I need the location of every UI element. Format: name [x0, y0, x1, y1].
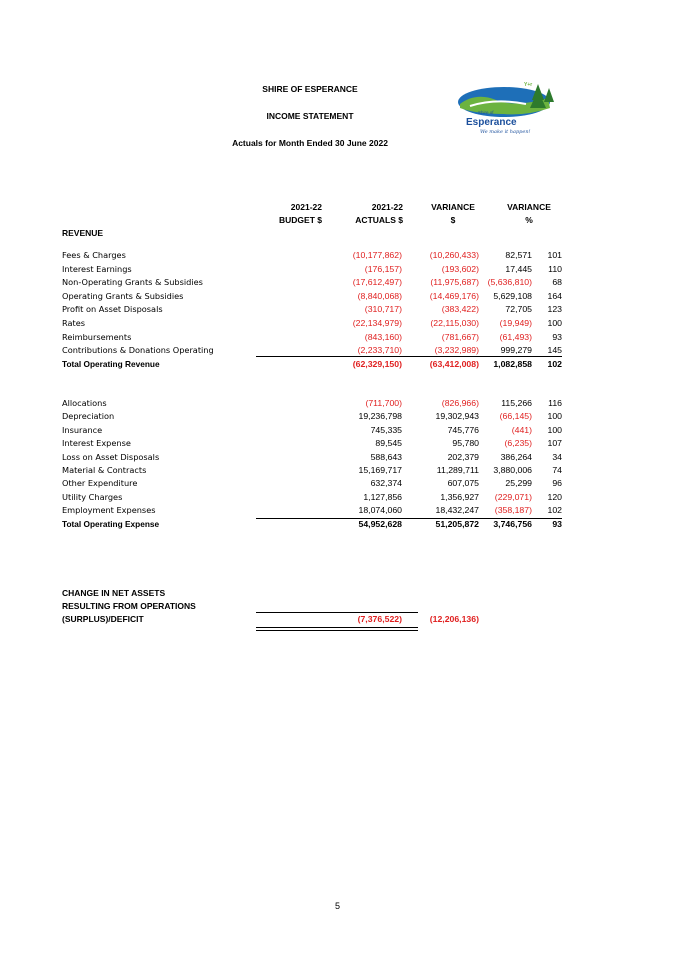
row-label: Depreciation: [62, 411, 115, 422]
variance-pct-value: 145: [547, 345, 562, 356]
table-row: [62, 264, 562, 277]
variance-pct-value: 107: [547, 438, 562, 449]
table-row: [62, 492, 562, 505]
table-row: [62, 318, 562, 331]
actual-value: 18,432,247: [435, 505, 479, 516]
budget-value: 89,545: [375, 438, 402, 449]
variance-pct-value: 116: [548, 398, 562, 408]
table-row: [62, 505, 562, 518]
actual-value: (22,115,030): [430, 318, 479, 328]
actual-value: (781,667): [441, 331, 479, 342]
variance-value: 3,746,756: [493, 518, 532, 529]
col-actuals-header: 2021-22 ACTUALS $: [355, 202, 403, 225]
budget-value: (8,840,068): [357, 290, 402, 301]
variance-value: (66,145): [499, 411, 532, 422]
variance-pct-value: 164: [547, 290, 562, 301]
shire-logo: [456, 78, 558, 138]
table-row: [62, 478, 562, 491]
revenue-total-row: [62, 359, 562, 372]
variance-pct-value: 93: [552, 518, 562, 529]
row-label: Interest Expense: [62, 438, 131, 449]
variance-pct-value: 100: [547, 424, 562, 435]
variance-pct-value: 102: [547, 505, 562, 516]
variance-value: 17,445: [505, 263, 532, 274]
svg-text:Shire of: Shire of: [478, 110, 494, 115]
variance-pct-value: 34: [552, 451, 562, 462]
actual-value: (826,966): [441, 398, 479, 408]
row-label: Non-Operating Grants & Subsidies: [62, 277, 203, 288]
budget-value: (843,160): [364, 331, 402, 342]
actual-value: (14,469,176): [429, 290, 479, 301]
table-row: [62, 465, 562, 478]
budget-value: (17,612,497): [352, 277, 402, 288]
variance-pct-value: 100: [547, 411, 562, 422]
row-label: Other Expenditure: [62, 478, 138, 489]
budget-value: (711,700): [365, 398, 402, 408]
table-row: [62, 452, 562, 465]
actual-value: (11,975,687): [430, 277, 479, 288]
variance-value: 72,705: [505, 304, 532, 315]
actual-value: (383,422): [441, 304, 479, 315]
budget-value: (176,157): [364, 263, 402, 274]
table-row: [62, 250, 562, 263]
actual-value: 11,289,711: [436, 465, 479, 475]
actual-value: 607,075: [447, 478, 479, 489]
row-label: Profit on Asset Disposals: [62, 304, 163, 315]
budget-value: 54,952,628: [358, 518, 402, 529]
budget-value: (310,717): [364, 304, 402, 315]
col-budget-header: 2021-22 BUDGET $: [279, 202, 322, 225]
row-label: Insurance: [62, 424, 103, 435]
table-row: [62, 277, 562, 290]
row-label: Total Operating Expense: [62, 518, 160, 529]
variance-pct-value: 93: [552, 331, 562, 342]
variance-value: (19,949): [499, 318, 532, 328]
budget-value: 588,643: [370, 451, 402, 462]
budget-value: 19,236,798: [358, 411, 402, 422]
budget-value: (10,177,862): [352, 250, 402, 260]
variance-pct-value: 74: [552, 465, 562, 475]
statement-title: INCOME STATEMENT: [266, 111, 354, 121]
svg-text:We make it happen!: We make it happen!: [480, 129, 531, 135]
row-label: Total Operating Revenue: [62, 358, 160, 369]
actual-value: 745,776: [447, 424, 479, 435]
change-values: [62, 614, 562, 627]
change-double-rule-2: [256, 630, 418, 631]
row-label: Operating Grants & Subsidies: [62, 290, 184, 301]
row-label: Material & Contracts: [62, 465, 147, 475]
variance-pct-value: 101: [547, 250, 562, 260]
change-top-rule: [256, 612, 418, 613]
budget-value: 745,335: [370, 424, 402, 435]
variance-pct-value: 110: [548, 263, 562, 274]
actual-value: 202,379: [447, 451, 479, 462]
variance-value: 1,082,858: [493, 358, 532, 369]
row-label: Rates: [62, 318, 86, 328]
actual-value: 19,302,943: [435, 411, 479, 422]
variance-value: 25,299: [505, 478, 532, 489]
budget-value: (62,329,150): [352, 358, 402, 369]
table-row: [62, 425, 562, 438]
actual-value: 1,356,927: [440, 491, 479, 502]
row-label: Fees & Charges: [62, 250, 126, 260]
revenue-subtotal-rule: [256, 356, 562, 357]
row-label: Contributions & Donations Operating: [62, 345, 214, 356]
change-budget: (7,376,522): [357, 614, 402, 624]
change-double-rule-1: [256, 627, 418, 628]
variance-value: (61,493): [499, 331, 532, 342]
table-row: [62, 438, 562, 451]
budget-value: (22,134,979): [352, 318, 402, 328]
variance-pct-value: 120: [547, 491, 562, 502]
row-label: Interest Earnings: [62, 263, 132, 274]
svg-text:Esperance: Esperance: [466, 117, 517, 128]
actual-value: 95,780: [452, 438, 479, 449]
change-in-net-assets-label: CHANGE IN NET ASSETS RESULTING FROM OPERATIONS (SURPLUS)/DEFICIT: [62, 588, 196, 624]
table-row: [62, 291, 562, 304]
budget-value: 1,127,856: [363, 491, 402, 502]
variance-pct-value: 100: [547, 318, 562, 328]
variance-pct-value: 102: [547, 358, 562, 369]
table-row: [62, 332, 562, 345]
actual-value: (10,260,433): [429, 250, 479, 260]
table-row: [62, 398, 562, 411]
col-variance-pct-header: VARIANCE %: [507, 202, 551, 225]
svg-text:Y+r: Y+r: [524, 82, 533, 88]
row-label: Utility Charges: [62, 491, 123, 502]
variance-value: 3,880,006: [493, 465, 532, 475]
table-row: [62, 304, 562, 317]
period-label: Actuals for Month Ended 30 June 2022: [232, 138, 388, 148]
actual-value: (63,412,008): [429, 358, 479, 369]
variance-value: (229,071): [494, 491, 532, 502]
budget-value: 632,374: [370, 478, 402, 489]
expense-subtotal-rule: [256, 518, 562, 519]
variance-value: 5,629,108: [493, 290, 532, 301]
row-label: Employment Expenses: [62, 505, 156, 516]
variance-value: 82,571: [505, 250, 532, 260]
actual-value: (3,232,989): [434, 345, 479, 356]
row-label: Allocations: [62, 398, 107, 408]
variance-value: (6,235): [504, 438, 532, 449]
variance-value: 115,266: [501, 398, 532, 408]
budget-value: 18,074,060: [358, 505, 402, 516]
actual-value: (193,602): [441, 263, 479, 274]
table-row: [62, 411, 562, 424]
variance-value: (441): [511, 424, 532, 435]
row-label: Reimbursements: [62, 331, 132, 342]
variance-value: (5,636,810): [487, 277, 532, 288]
variance-value: 999,279: [500, 345, 532, 356]
variance-pct-value: 68: [552, 277, 562, 288]
variance-pct-value: 123: [547, 304, 562, 315]
col-variance-header: VARIANCE $: [431, 202, 475, 225]
row-label: Loss on Asset Disposals: [62, 451, 160, 462]
revenue-heading: REVENUE: [62, 228, 104, 238]
variance-value: (358,187): [494, 505, 532, 516]
budget-value: 15,169,717: [358, 465, 402, 475]
change-actual: (12,206,136): [429, 614, 479, 624]
expense-total-row: [62, 519, 562, 532]
actual-value: 51,205,872: [435, 518, 479, 529]
page-number: 5: [334, 901, 340, 911]
variance-value: 386,264: [500, 451, 532, 462]
budget-value: (2,233,710): [357, 345, 402, 356]
variance-pct-value: 96: [552, 478, 562, 489]
org-name: SHIRE OF ESPERANCE: [262, 84, 358, 94]
